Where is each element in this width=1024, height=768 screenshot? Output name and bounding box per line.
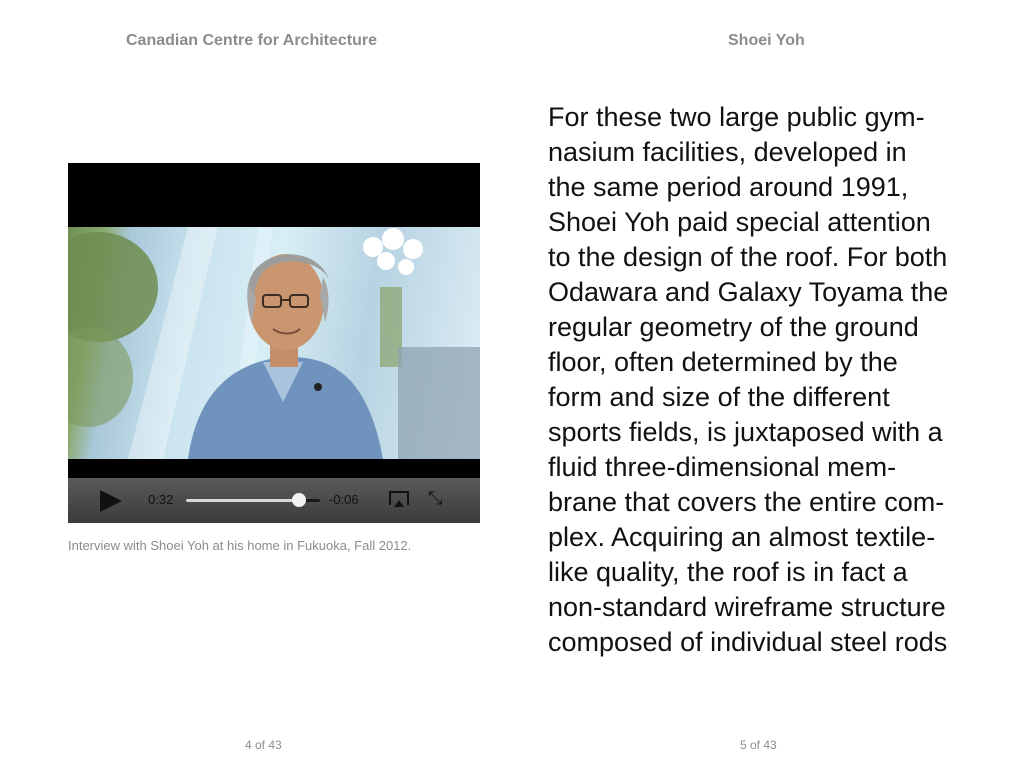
scrubber-knob[interactable] bbox=[292, 493, 306, 507]
interview-still-image bbox=[68, 227, 480, 459]
body-text-line: plex. Acquiring an almost textile- bbox=[548, 522, 936, 552]
body-text bbox=[548, 100, 968, 660]
left-page-header: Canadian Centre for Architecture bbox=[126, 32, 378, 49]
body-text-line: composed of individual steel rods bbox=[548, 627, 948, 657]
play-icon[interactable] bbox=[100, 490, 122, 512]
left-page-number: 4 of 43 bbox=[245, 738, 282, 752]
body-text-line: brane that covers the entire com- bbox=[548, 487, 945, 517]
video-controls bbox=[68, 478, 480, 523]
body-text-line: the same period around 1991, bbox=[548, 172, 909, 202]
body-text-line: form and size of the different bbox=[548, 382, 890, 412]
right-page-number: 5 of 43 bbox=[740, 738, 777, 752]
video-caption: Interview with Shoei Yoh at his home in Fukuoka, Fall 2012. bbox=[68, 538, 412, 553]
fullscreen-expand-icon[interactable]: ⤡ bbox=[428, 488, 443, 508]
body-text-line: to the design of the roof. For both bbox=[548, 242, 948, 272]
remaining-time: -0:06 bbox=[329, 492, 359, 507]
body-text-line: For these two large public gym- bbox=[548, 102, 925, 132]
elapsed-time: 0:32 bbox=[148, 492, 174, 507]
body-text-line: Shoei Yoh paid special attention bbox=[548, 207, 931, 237]
body-text-line: regular geometry of the ground bbox=[548, 312, 919, 342]
video-frame[interactable] bbox=[68, 227, 480, 459]
body-text-line: fluid three-dimensional mem- bbox=[548, 452, 897, 482]
body-text-line: non-standard wireframe structure bbox=[548, 592, 946, 622]
body-text-line: floor, often determined by the bbox=[548, 347, 898, 377]
video-player[interactable] bbox=[68, 163, 480, 523]
body-text-line: like quality, the roof is in fact a bbox=[548, 557, 908, 587]
body-text-line: Odawara and Galaxy Toyama the bbox=[548, 277, 949, 307]
scrubber-fill bbox=[186, 499, 299, 502]
body-text-line: sports fields, is juxtaposed with a bbox=[548, 417, 943, 447]
right-page-header: Shoei Yoh bbox=[728, 32, 805, 49]
body-text-line: nasium facilities, developed in bbox=[548, 137, 907, 167]
airplay-icon[interactable] bbox=[389, 491, 409, 505]
scrubber-track[interactable] bbox=[186, 499, 320, 502]
